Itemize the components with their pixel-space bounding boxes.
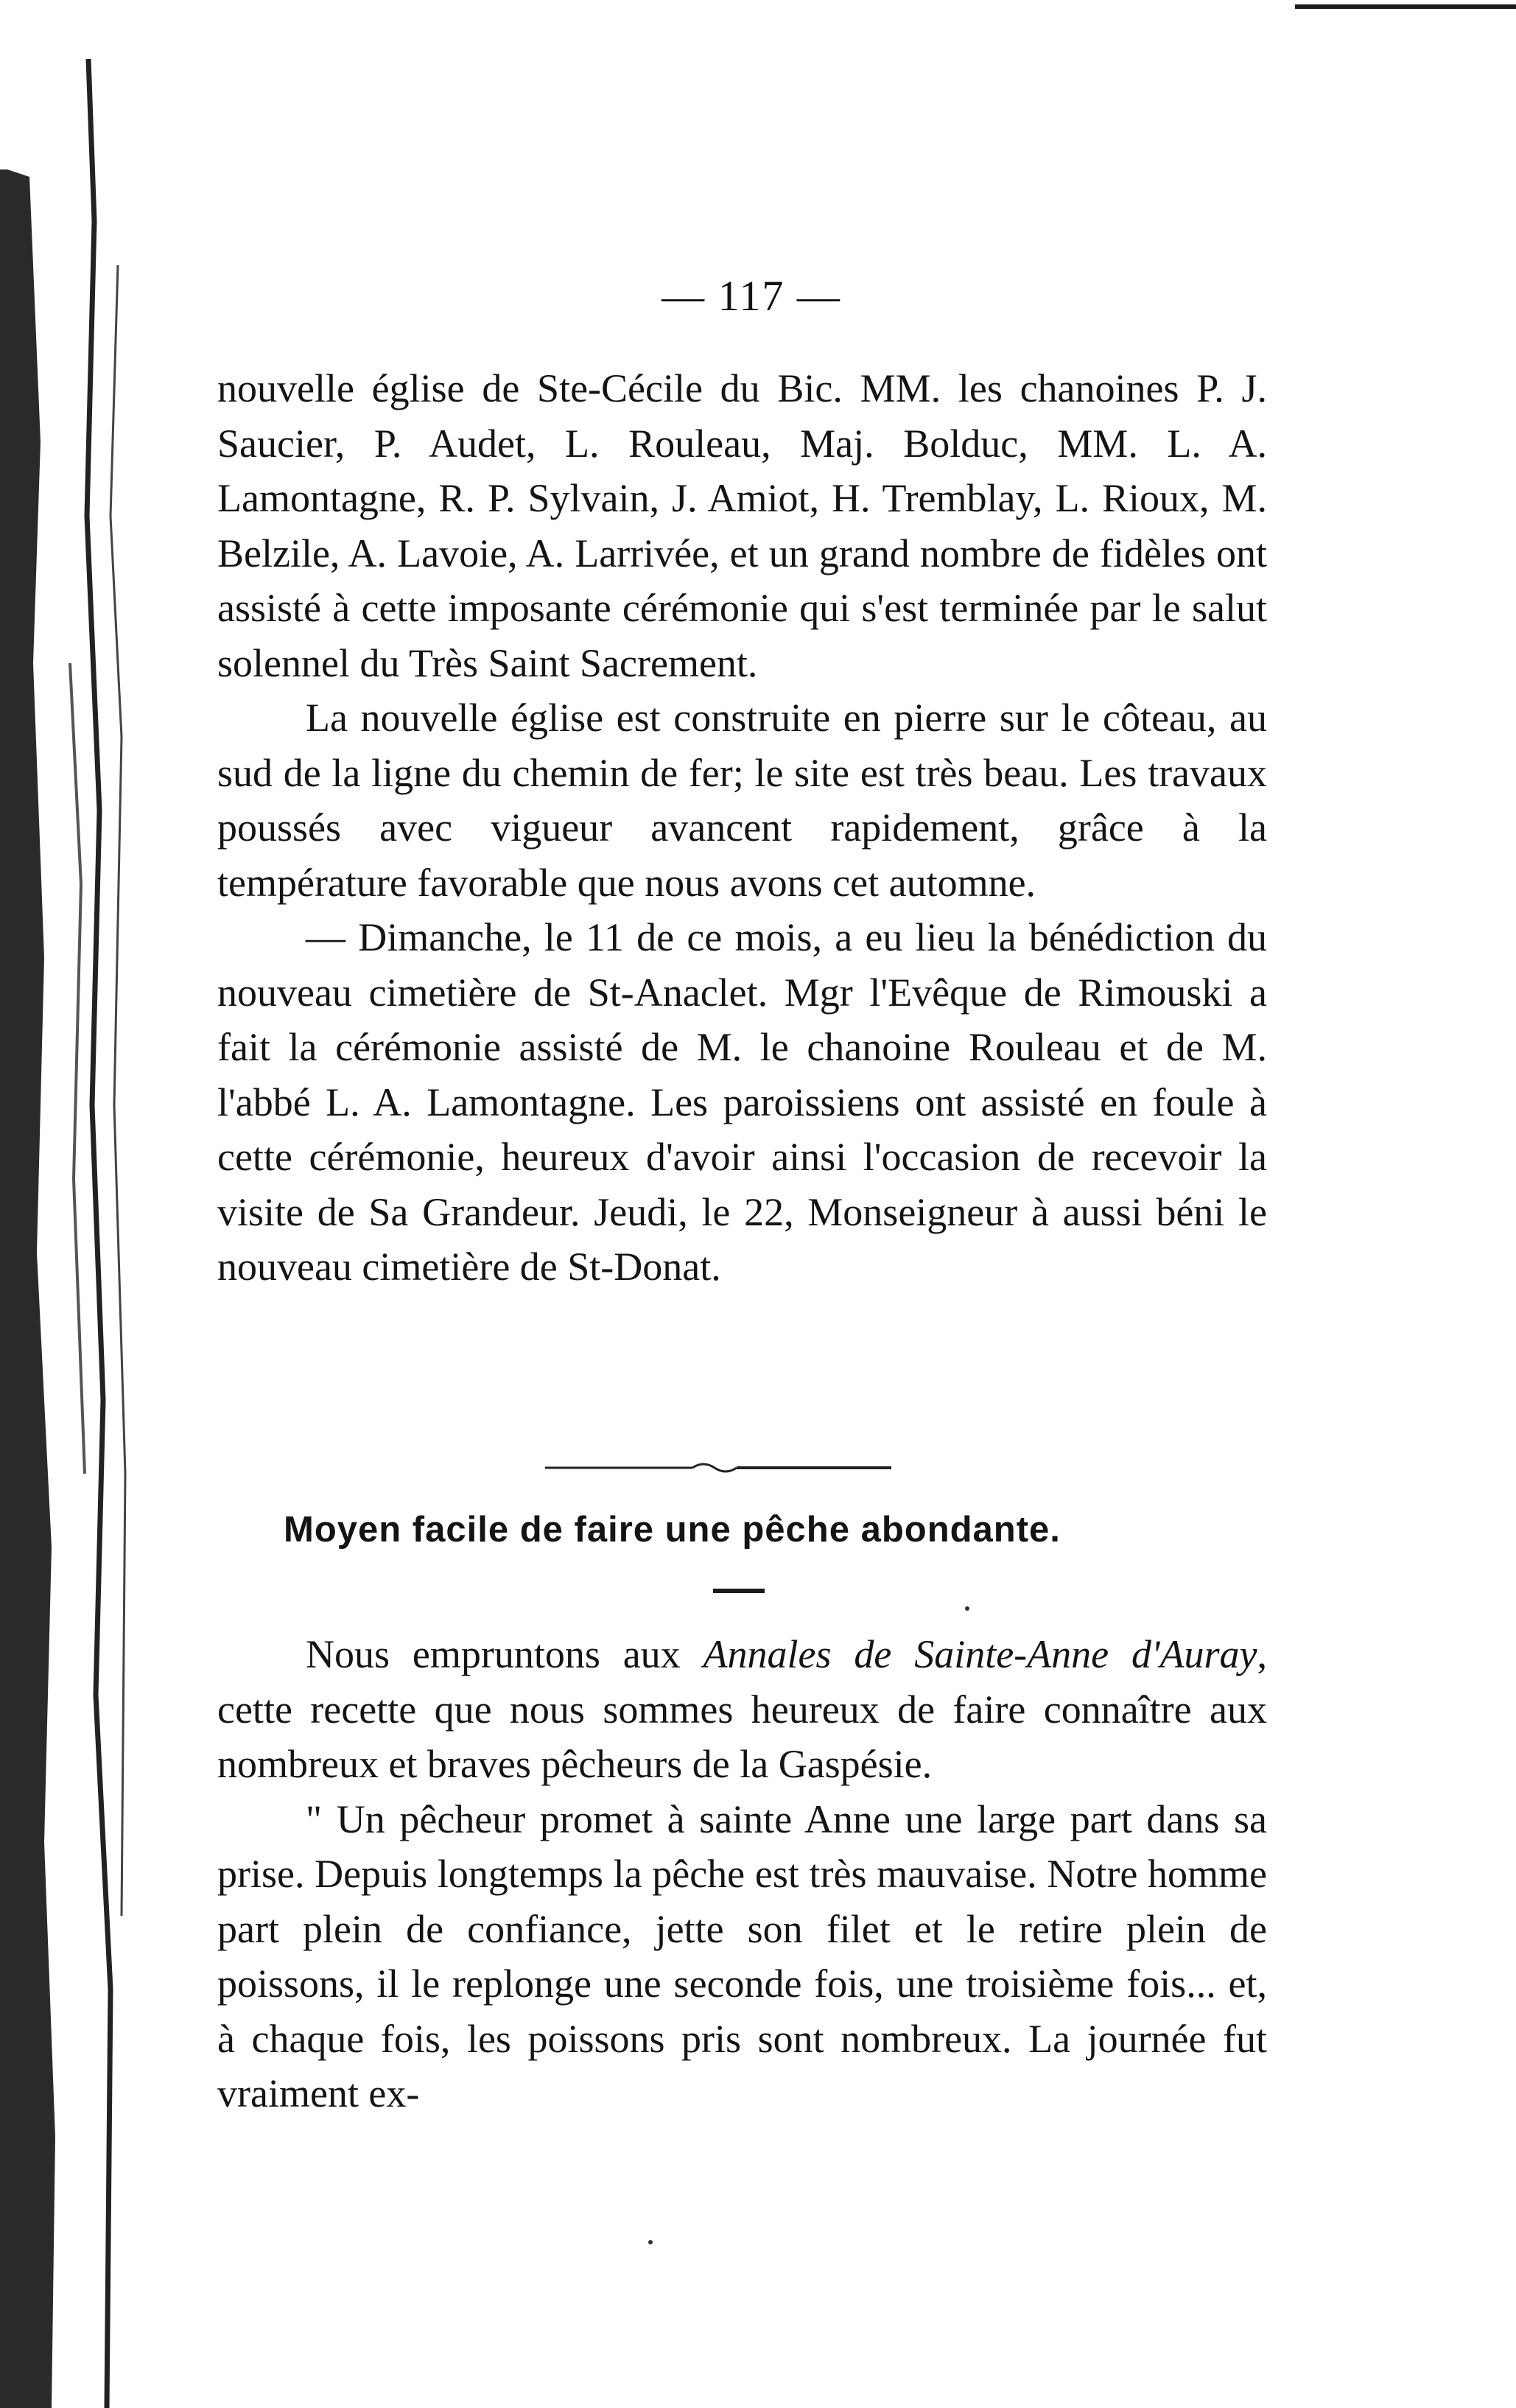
page-binding-shadow bbox=[0, 0, 155, 2408]
article-continuation bbox=[217, 361, 1267, 1295]
paragraph: — Dimanche, le 11 de ce mois, a eu lieu la bénédiction du nouveau cimetière de St-Anaclet. Mgr l'Evêque de Rimouski a fait la cérémonie assisté de M. le chanoine Rouleau et de M. l'abbé L. A. Lamontagne. Les paroissiens ont assisté en foule à cette cérémonie, heureux d'avoir ainsi l'occasion de recevoir la visite de Sa Grandeur. Jeudi, le 22, Monseigneur à aussi béni le nouveau cimetière de St-Donat. bbox=[217, 915, 1267, 1289]
heading-dash bbox=[713, 1589, 765, 1593]
paragraph-text: , cette recette que nous sommes heureux de faire connaître aux nombreux et braves pêcheurs de la Gaspésie. bbox=[217, 1632, 1267, 1786]
ink-speck bbox=[648, 2240, 653, 2244]
paragraph: La nouvelle église est construite en pierre sur le côteau, au sud de la ligne du chemin de fer; le site est très beau. Les travaux poussés avec vigueur avancent rapidement, grâce à la température favorable que nous avons cet automne. bbox=[217, 696, 1267, 905]
article-body bbox=[217, 1627, 1267, 2121]
paragraph: nouvelle église de Ste-Cécile du Bic. MM. les chanoines P. J. Saucier, P. Audet, L. Rouleau, Maj. Bolduc, MM. L. A. Lamontagne, R. P. Sylvain, J. Amiot, H. Tremblay, L. Rioux, M. Belzile, A. Lavoie, A. Larrivée, et un grand nombre de fidèles ont assisté à cette imposante cérémonie qui s'est terminée par le salut solennel du Très Saint Sacrement. bbox=[217, 366, 1267, 685]
paragraph-text: Nous empruntons aux bbox=[306, 1632, 703, 1676]
ink-speck bbox=[965, 1606, 969, 1611]
cited-source: Annales de Sainte-Anne d'Auray bbox=[703, 1632, 1257, 1676]
section-divider-ornament bbox=[545, 1457, 891, 1480]
paragraph: " Un pêcheur promet à sainte Anne une large part dans sa prise. Depuis longtemps la pêche est très mauvaise. Notre homme part plein de confiance, jette son filet et le retire plein de poissons, il le replonge une seconde fois, une troisième fois... et, à chaque fois, les poissons pris sont nombreux. La journée fut vraiment ex- bbox=[217, 1796, 1267, 2115]
paragraph bbox=[217, 1627, 1267, 1792]
section-heading: Moyen facile de faire une pêche abondante. bbox=[284, 1510, 1061, 1550]
scan-edge-mark bbox=[1295, 4, 1516, 9]
page-number: — 117 — bbox=[662, 272, 841, 320]
